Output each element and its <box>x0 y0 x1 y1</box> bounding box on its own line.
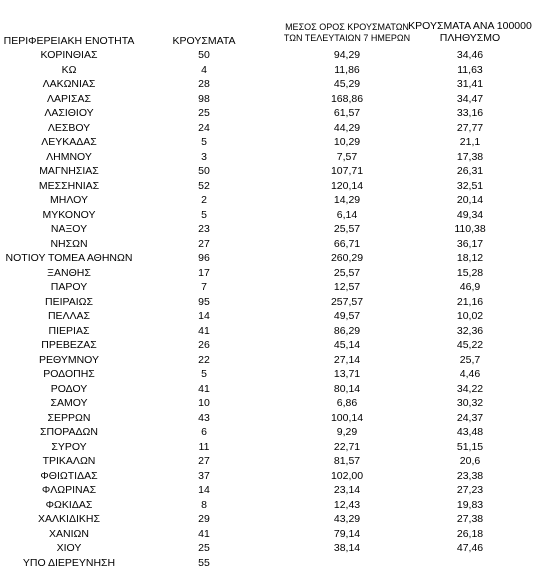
region-cell: ΧΑΛΚΙΔΙΚΗΣ <box>38 513 100 525</box>
avg-7-days-cell: 257,57 <box>330 295 364 308</box>
avg-7-days-cell: 260,29 <box>330 252 364 264</box>
avg-7-days-cell: 22,71 <box>333 440 361 453</box>
region-cell: ΚΟΡΙΝΘΙΑΣ <box>40 49 98 61</box>
header-cases-label: ΚΡΟΥΣΜΑΤΑ <box>172 35 236 47</box>
avg-7-days-cell: 61,57 <box>333 107 361 119</box>
table-row <box>0 498 538 513</box>
region-cell: ΦΛΩΡΙΝΑΣ <box>41 484 97 496</box>
cases-cell: 17 <box>198 266 210 279</box>
header-avg-7-days <box>272 22 422 44</box>
region-cell: ΛΕΥΚΑΔΑΣ <box>41 136 97 148</box>
cases-cell: 23 <box>198 223 210 235</box>
cases-cell: 22 <box>198 353 210 366</box>
region-cell: ΠΡΕΒΕΖΑΣ <box>41 339 97 351</box>
per-100k-cell: 4,46 <box>459 368 481 380</box>
table-row <box>0 251 538 266</box>
avg-7-days-cell: 66,71 <box>333 237 361 250</box>
region-cell: ΛΑΣΙΘΙΟΥ <box>44 107 94 119</box>
avg-7-days-cell: 6,86 <box>336 397 358 409</box>
cases-cell: 50 <box>198 165 210 177</box>
cases-cell: 28 <box>198 78 210 90</box>
region-cell: ΣΥΡΟΥ <box>51 440 87 453</box>
avg-7-days-cell: 13,71 <box>333 368 361 380</box>
region-cell: ΜΥΚΟΝΟΥ <box>42 208 96 221</box>
avg-7-days-cell: 168,86 <box>330 92 364 105</box>
per-100k-cell: 49,34 <box>456 208 484 221</box>
region-cell: ΦΘΙΩΤΙΔΑΣ <box>40 469 98 482</box>
region-cell: ΠΙΕΡΙΑΣ <box>48 324 90 337</box>
table-row <box>0 324 538 339</box>
region-cell: ΝΑΞΟΥ <box>50 223 88 235</box>
cases-cell: 41 <box>198 527 210 540</box>
avg-7-days-cell: 12,57 <box>333 281 361 293</box>
avg-7-days-cell: 25,57 <box>333 223 361 235</box>
cases-cell: 8 <box>201 498 207 511</box>
table-row <box>0 164 538 179</box>
region-cell: ΠΑΡΟΥ <box>50 281 88 293</box>
region-cell: ΝΟΤΙΟΥ ΤΟΜΕΑ ΑΘΗΝΩΝ <box>5 252 133 264</box>
per-100k-cell: 25,7 <box>459 353 481 366</box>
avg-7-days-cell: 45,29 <box>333 78 361 90</box>
avg-7-days-cell: 9,29 <box>336 426 358 438</box>
region-cell: ΜΕΣΣΗΝΙΑΣ <box>38 179 100 192</box>
per-100k-cell: 34,46 <box>456 49 484 61</box>
cases-cell: 50 <box>198 49 210 61</box>
cases-cell: 25 <box>198 107 210 119</box>
cases-cell: 43 <box>198 411 210 424</box>
header-cases <box>146 35 262 47</box>
table-row <box>0 135 538 150</box>
per-100k-cell: 27,23 <box>456 484 484 496</box>
cases-cell: 52 <box>198 179 210 192</box>
table-row <box>0 63 538 78</box>
region-cell: ΛΑΡΙΣΑΣ <box>47 92 91 105</box>
header-per100k-line2: ΠΛΗΘΥΣΜΟ <box>439 32 501 44</box>
cases-cell: 98 <box>198 92 210 105</box>
per-100k-cell: 20,6 <box>459 455 481 467</box>
avg-7-days-cell: 94,29 <box>333 49 361 61</box>
per-100k-cell: 33,16 <box>456 107 484 119</box>
table-row <box>0 92 538 107</box>
region-cell: ΧΙΟΥ <box>56 542 82 554</box>
per-100k-cell: 11,63 <box>457 63 483 76</box>
per-100k-cell: 26,18 <box>456 527 484 540</box>
header-per100k-line1: ΚΡΟΥΣΜΑΤΑ ΑΝΑ 100000 <box>408 20 532 32</box>
table-row <box>0 48 538 63</box>
region-cell: ΡΟΔΟΠΗΣ <box>43 368 95 380</box>
table-row <box>0 483 538 498</box>
region-cell: ΣΕΡΡΩΝ <box>47 411 91 424</box>
cases-cell: 26 <box>198 339 210 351</box>
table-row <box>0 556 538 570</box>
table-row <box>0 512 538 527</box>
avg-7-days-cell: 81,57 <box>333 455 361 467</box>
per-100k-cell: 26,31 <box>456 165 484 177</box>
region-cell: ΚΩ <box>61 63 77 76</box>
cases-cell: 5 <box>201 136 207 148</box>
per-100k-cell: 21,1 <box>459 136 481 148</box>
avg-7-days-cell: 44,29 <box>333 121 361 134</box>
avg-7-days-cell: 6,14 <box>336 208 358 221</box>
table-row <box>0 121 538 136</box>
table-row <box>0 367 538 382</box>
avg-7-days-cell: 7,57 <box>336 150 358 163</box>
per-100k-cell: 32,51 <box>456 179 484 192</box>
avg-7-days-cell: 25,57 <box>333 266 361 279</box>
region-cell: ΡΕΘΥΜΝΟΥ <box>38 353 99 366</box>
table-row <box>0 382 538 397</box>
header-per-100k <box>404 20 536 44</box>
avg-7-days-cell: 86,29 <box>333 324 361 337</box>
header-region <box>0 35 138 47</box>
table-row <box>0 295 538 310</box>
table-row <box>0 338 538 353</box>
table-row <box>0 469 538 484</box>
table-row <box>0 280 538 295</box>
table-body <box>0 48 538 570</box>
table-row <box>0 527 538 542</box>
per-100k-cell: 46,9 <box>459 281 481 293</box>
per-100k-cell: 20,14 <box>456 194 484 206</box>
cases-cell: 6 <box>201 426 207 438</box>
cases-cell: 5 <box>201 208 207 221</box>
region-cell: ΛΕΣΒΟΥ <box>47 121 91 134</box>
region-cell: ΜΑΓΝΗΣΙΑΣ <box>39 165 99 177</box>
table-row <box>0 309 538 324</box>
table-row <box>0 411 538 426</box>
header-avg-line1: ΜΕΣΟΣ ΟΡΟΣ ΚΡΟΥΣΜΑΤΩΝ <box>285 22 409 32</box>
per-100k-cell: 21,16 <box>456 295 484 308</box>
table-row <box>0 222 538 237</box>
region-cell: ΧΑΝΙΩΝ <box>49 527 89 540</box>
cases-cell: 27 <box>198 237 210 250</box>
region-cell: ΛΑΚΩΝΙΑΣ <box>42 78 96 90</box>
table-row <box>0 77 538 92</box>
cases-cell: 5 <box>201 368 207 380</box>
cases-cell: 95 <box>198 295 210 308</box>
per-100k-cell: 31,41 <box>456 78 484 90</box>
avg-7-days-cell: 49,57 <box>333 310 361 322</box>
per-100k-cell: 27,77 <box>456 121 484 134</box>
per-100k-cell: 30,32 <box>456 397 484 409</box>
cases-cell: 41 <box>198 324 210 337</box>
region-cell: ΣΠΟΡΑΔΩΝ <box>40 426 98 438</box>
table-row <box>0 440 538 455</box>
region-cell: ΛΗΜΝΟΥ <box>46 150 92 163</box>
per-100k-cell: 18,12 <box>456 252 484 264</box>
region-cell: ΞΑΝΘΗΣ <box>47 266 91 279</box>
avg-7-days-cell: 10,29 <box>333 136 361 148</box>
region-cell: ΠΕΛΛΑΣ <box>47 310 91 322</box>
avg-7-days-cell: 14,29 <box>333 194 361 206</box>
table-row <box>0 396 538 411</box>
avg-7-days-cell: 27,14 <box>333 353 361 366</box>
per-100k-cell: 110,38 <box>454 223 486 235</box>
cases-cell: 27 <box>198 455 210 467</box>
region-cell: ΝΗΣΩΝ <box>50 237 88 250</box>
per-100k-cell: 15,28 <box>456 266 484 279</box>
region-cell: ΣΑΜΟΥ <box>50 397 88 409</box>
cases-cell: 29 <box>198 513 210 525</box>
table-row <box>0 541 538 556</box>
avg-7-days-cell: 11,86 <box>334 63 360 76</box>
header-region-label: ΠΕΡΙΦΕΡΕΙΑΚΗ ΕΝΟΤΗΤΑ <box>3 35 135 47</box>
avg-7-days-cell: 100,14 <box>330 411 364 424</box>
table-row <box>0 179 538 194</box>
region-cell: ΤΡΙΚΑΛΩΝ <box>42 455 96 467</box>
table-row <box>0 425 538 440</box>
per-100k-cell: 32,36 <box>456 324 484 337</box>
per-100k-cell: 43,48 <box>456 426 484 438</box>
per-100k-cell: 24,37 <box>456 411 484 424</box>
avg-7-days-cell: 38,14 <box>333 542 361 554</box>
avg-7-days-cell: 120,14 <box>330 179 364 192</box>
region-cell: ΡΟΔΟΥ <box>50 382 88 395</box>
table-row <box>0 106 538 121</box>
table-row <box>0 237 538 252</box>
region-cell: ΦΩΚΙΔΑΣ <box>45 498 93 511</box>
avg-7-days-cell: 43,29 <box>333 513 361 525</box>
avg-7-days-cell: 102,00 <box>330 469 364 482</box>
table-row <box>0 150 538 165</box>
table-row <box>0 454 538 469</box>
cases-cell: 14 <box>198 310 210 322</box>
cases-cell: 3 <box>201 150 207 163</box>
per-100k-cell: 45,22 <box>456 339 484 351</box>
avg-7-days-cell: 23,14 <box>333 484 361 496</box>
region-cell: ΜΗΛΟΥ <box>50 194 88 206</box>
cases-cell: 41 <box>198 382 210 395</box>
avg-7-days-cell: 80,14 <box>333 382 361 395</box>
avg-7-days-cell: 45,14 <box>333 339 361 351</box>
cases-cell: 37 <box>198 469 210 482</box>
region-cell: ΠΕΙΡΑΙΩΣ <box>45 295 93 308</box>
per-100k-cell: 10,02 <box>456 310 484 322</box>
table-row <box>0 266 538 281</box>
cases-cell: 55 <box>198 556 210 569</box>
cases-cell: 4 <box>201 63 207 76</box>
avg-7-days-cell: 12,43 <box>333 498 361 511</box>
header-avg-line2: ΤΩΝ ΤΕΛΕΥΤΑΙΩΝ 7 ΗΜΕΡΩΝ <box>283 33 411 43</box>
avg-7-days-cell: 107,71 <box>330 165 364 177</box>
cases-cell: 25 <box>198 542 210 554</box>
table-row <box>0 208 538 223</box>
per-100k-cell: 27,38 <box>456 513 484 525</box>
region-cell: ΥΠΟ ΔΙΕΡΕΥΝΗΣΗ <box>22 556 116 569</box>
per-100k-cell: 34,47 <box>456 92 484 105</box>
cases-cell: 10 <box>198 397 210 409</box>
per-100k-cell: 23,38 <box>456 469 484 482</box>
cases-cell: 11 <box>198 440 210 453</box>
per-100k-cell: 34,22 <box>456 382 484 395</box>
cases-cell: 14 <box>198 484 210 496</box>
per-100k-cell: 17,38 <box>456 150 484 163</box>
per-100k-cell: 36,17 <box>456 237 484 250</box>
avg-7-days-cell: 79,14 <box>333 527 361 540</box>
per-100k-cell: 51,15 <box>456 440 484 453</box>
table-row <box>0 193 538 208</box>
cases-cell: 2 <box>201 194 207 206</box>
cases-cell: 24 <box>198 121 210 134</box>
cases-cell: 96 <box>198 252 210 264</box>
per-100k-cell: 47,46 <box>456 542 484 554</box>
per-100k-cell: 19,83 <box>456 498 484 511</box>
table-row <box>0 353 538 368</box>
cases-cell: 7 <box>201 281 207 293</box>
